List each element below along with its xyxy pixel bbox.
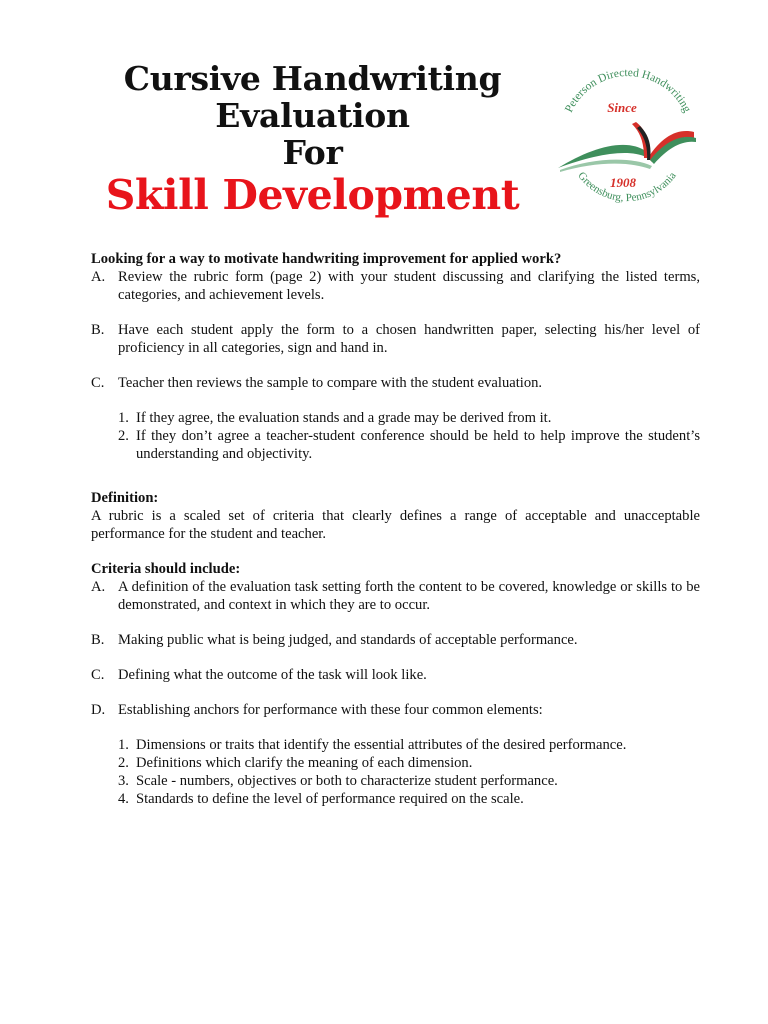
sub-list-item-text: Scale - numbers, objectives or both to characterize student performance. bbox=[136, 773, 558, 789]
list-item bbox=[91, 374, 700, 392]
list-item bbox=[91, 701, 700, 719]
document-title bbox=[100, 60, 525, 219]
sub-list-item bbox=[118, 736, 700, 754]
logo-since-text: Since bbox=[607, 100, 637, 115]
list-item-text: Have each student apply the form to a chosen handwritten paper, selecting his/her level of proficiency in all categories, sign and hand in. bbox=[118, 322, 700, 356]
list-marker: D. bbox=[91, 702, 106, 718]
list-marker: C. bbox=[91, 667, 105, 683]
definition-text: A rubric is a scaled set of criteria that clearly defines a range of acceptable and unacceptable performance for the student and teacher. bbox=[91, 508, 700, 542]
list-item bbox=[91, 666, 700, 684]
sub-list-marker: 1. bbox=[118, 410, 129, 426]
title-line-4: Skill Development bbox=[105, 171, 520, 219]
sub-list-marker: 1. bbox=[118, 737, 129, 753]
list-item-text: Teacher then reviews the sample to compare with the student evaluation. bbox=[118, 375, 543, 391]
list-item-text: Defining what the outcome of the task will look like. bbox=[118, 667, 427, 683]
sub-list-item bbox=[118, 427, 700, 463]
list-item-text: A definition of the evaluation task setting forth the content to be covered, knowledge or skills to be demonstrated, and context in which they are to occur. bbox=[118, 579, 700, 613]
sub-list-item-text: If they agree, the evaluation stands and a grade may be derived from it. bbox=[136, 410, 552, 426]
sub-list-marker: 2. bbox=[118, 755, 129, 771]
list-item-text: Making public what is being judged, and standards of acceptable performance. bbox=[118, 632, 578, 648]
sub-list-item bbox=[118, 790, 700, 808]
list-item bbox=[91, 578, 700, 614]
list-marker: A. bbox=[91, 579, 106, 595]
logo-year-text: 1908 bbox=[610, 175, 636, 190]
list-item-text: Review the rubric form (page 2) with your student discussing and clarifying the listed terms, categories, and achievement levels. bbox=[118, 269, 700, 303]
sub-list-marker: 4. bbox=[118, 791, 129, 807]
sub-list-marker: 2. bbox=[118, 428, 129, 444]
list-item bbox=[91, 268, 700, 304]
logo-arc-top-text: Peterson Directed Handwriting bbox=[563, 66, 693, 115]
list-marker: B. bbox=[91, 322, 105, 338]
sub-list-item bbox=[118, 754, 700, 772]
sub-list-marker: 3. bbox=[118, 773, 129, 789]
list-marker: B. bbox=[91, 632, 105, 648]
section1-heading: Looking for a way to motivate handwriting improvement for applied work? bbox=[91, 251, 562, 267]
list-item bbox=[91, 321, 700, 357]
logo-arc-bottom-text: Greensburg, Pennsylvania bbox=[575, 169, 679, 205]
sub-list-item-text: Dimensions or traits that identify the essential attributes of the desired performance. bbox=[136, 737, 627, 753]
sub-list-item-text: Standards to define the level of performance required on the scale. bbox=[136, 791, 524, 807]
title-line-2: Evaluation bbox=[215, 96, 410, 135]
definition-heading: Definition: bbox=[91, 490, 159, 506]
list-marker: C. bbox=[91, 375, 105, 391]
title-line-3: For bbox=[282, 133, 343, 172]
sub-list-item-text: If they don’t agree a teacher-student conference should be held to help improve the student’s understanding and objectivity. bbox=[136, 428, 700, 462]
list-marker: A. bbox=[91, 269, 106, 285]
criteria-heading: Criteria should include: bbox=[91, 561, 241, 577]
list-item bbox=[91, 631, 700, 649]
document-body bbox=[91, 250, 700, 808]
peterson-logo bbox=[552, 66, 702, 226]
logo-swoosh-graphic bbox=[558, 122, 696, 172]
sub-list-item-text: Definitions which clarify the meaning of each dimension. bbox=[136, 755, 473, 771]
list-item-text: Establishing anchors for performance with these four common elements: bbox=[118, 702, 543, 718]
sub-list-item bbox=[118, 772, 700, 790]
sub-list-item bbox=[118, 409, 700, 427]
title-line-1: Cursive Handwriting bbox=[123, 59, 502, 98]
